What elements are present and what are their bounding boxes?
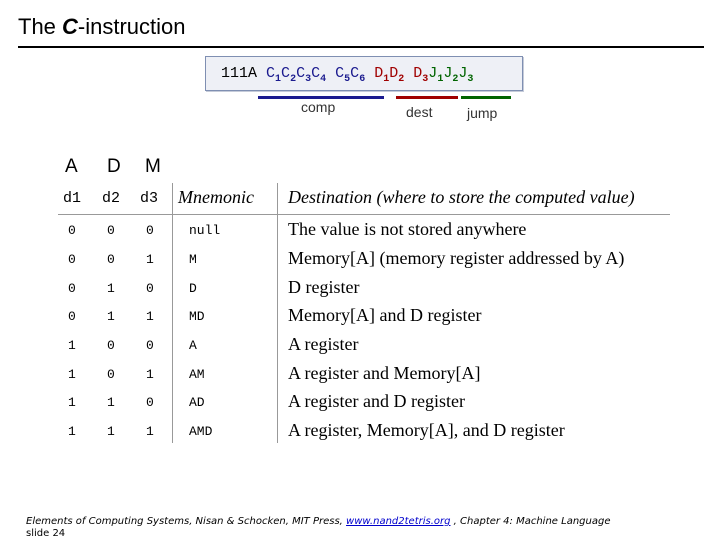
destination-cell: A register and D register: [288, 391, 465, 411]
header-d3: d3: [140, 190, 159, 207]
d3-cell: 0: [146, 223, 154, 238]
destination-cell: A register and Memory[A]: [288, 363, 481, 383]
jump-label: jump: [467, 105, 498, 121]
d1-cell: 1: [68, 367, 76, 382]
d2-cell: 0: [107, 338, 115, 353]
destination-cell: A register: [288, 334, 359, 354]
slide-number: slide 24: [26, 528, 66, 539]
d3-cell: 0: [146, 395, 154, 410]
d2-cell: 1: [107, 281, 115, 296]
mnemonic-cell: null: [189, 223, 221, 238]
destination-cell: D register: [288, 277, 360, 297]
table-row: [0, 248, 720, 281]
d3-cell: 0: [146, 281, 154, 296]
mnemonic-cell: AD: [189, 395, 205, 410]
nand2tetris-link[interactable]: www.nand2tetris.org: [346, 516, 451, 527]
destination-cell: The value is not stored anywhere: [288, 219, 527, 239]
d3-cell: 1: [146, 424, 154, 439]
instruction-format-box: 111A $C_1C_2C_3C_4$ $C_5C_6$ $D_1D_2$ $D_3J_1J_2J_3$: [205, 56, 523, 91]
d2-cell: 0: [107, 252, 115, 267]
table-row: [0, 305, 720, 338]
d3-cell: 1: [146, 252, 154, 267]
mnemonic-cell: MD: [189, 309, 205, 324]
header-d1: d1: [63, 190, 82, 207]
d2-cell: 0: [107, 367, 115, 382]
footer-citation: Elements of Computing Systems, Nisan & Schocken, MIT Press, www.nand2tetris.org , Chapter 4: Machine Language slide 24: [26, 516, 611, 539]
register-letter-a: A: [65, 156, 78, 177]
header-underline: [58, 214, 670, 215]
d1-cell: 1: [68, 395, 76, 410]
d2-cell: 1: [107, 424, 115, 439]
d3-cell: 0: [146, 338, 154, 353]
destination-cell: Memory[A] (memory register addressed by A): [288, 248, 625, 268]
d2-cell: 0: [107, 223, 115, 238]
d3-cell: 1: [146, 309, 154, 324]
mnemonic-cell: M: [189, 252, 197, 267]
comp-label: comp: [301, 99, 336, 115]
destination-cell: A register, Memory[A], and D register: [288, 420, 565, 440]
d1-cell: 0: [68, 252, 76, 267]
header-mnemonic: Mnemonic: [178, 187, 254, 207]
mnemonic-cell: AM: [189, 367, 205, 382]
header-destination: Destination (where to store the computed value): [288, 187, 635, 207]
mnemonic-cell: AMD: [189, 424, 213, 439]
d2-cell: 1: [107, 395, 115, 410]
d1-cell: 0: [68, 223, 76, 238]
d3-cell: 1: [146, 367, 154, 382]
jump-bar: [461, 96, 511, 99]
mnemonic-cell: A: [189, 338, 197, 353]
slide-title: The C-instruction: [18, 14, 186, 39]
dest-label: dest: [406, 104, 433, 120]
d1-cell: 1: [68, 424, 76, 439]
d2-cell: 1: [107, 309, 115, 324]
d1-cell: 1: [68, 338, 76, 353]
d1-cell: 0: [68, 309, 76, 324]
mnemonic-cell: D: [189, 281, 197, 296]
d1-cell: 0: [68, 281, 76, 296]
destination-cell: Memory[A] and D register: [288, 305, 482, 325]
table-row: [0, 420, 720, 453]
register-letter-d: D: [107, 156, 121, 177]
register-letter-m: M: [145, 156, 161, 177]
header-d2: d2: [102, 190, 121, 207]
dest-bar: [396, 96, 458, 99]
title-rule: [18, 46, 704, 48]
